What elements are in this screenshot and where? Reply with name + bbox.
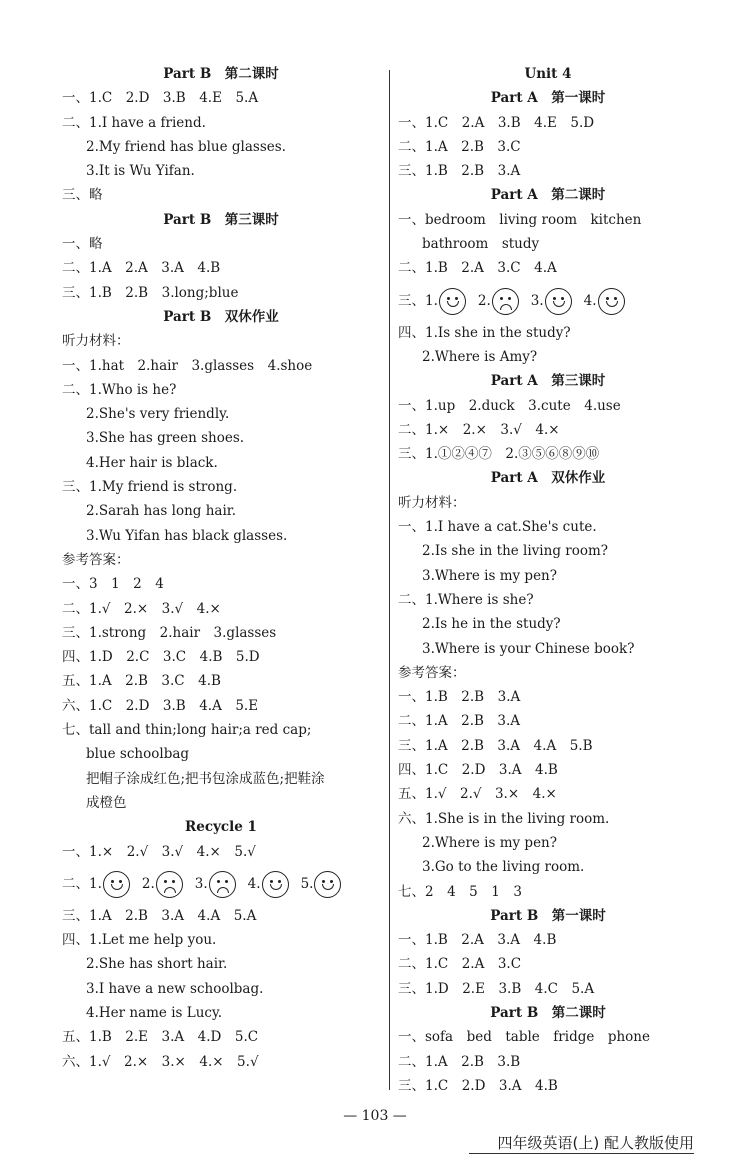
answer-line: 4.Her name is Lucy.: [86, 1004, 223, 1021]
answer-line: 2.Is he in the study?: [422, 616, 561, 633]
answer-line: 2.She's very friendly.: [86, 406, 230, 423]
answer-line: 五、1.B 2.E 3.A 4.D 5.C: [62, 1029, 259, 1046]
sad-face-icon: [156, 871, 183, 898]
answer-line: 2.Sarah has long hair.: [86, 503, 237, 520]
section-heading: Recycle 1: [185, 819, 257, 836]
answer-line: 三、1.strong 2.hair 3.glasses: [62, 624, 277, 641]
face-answer-line: [62, 864, 380, 904]
answer-line: 三、1.A 2.B 3.A 4.A 5.B: [398, 737, 593, 754]
face-number: 2.: [477, 292, 491, 309]
answer-line: 二、1.I have a friend.: [62, 114, 206, 131]
answer-line: 成橙色: [86, 794, 127, 811]
answer-column-left: [62, 62, 380, 1074]
answer-line: 二、1.A 2.B 3.A: [398, 713, 521, 730]
question-label: 三、: [398, 292, 425, 309]
footer-rule: [469, 1153, 694, 1154]
answer-line: 一、1.hat 2.hair 3.glasses 4.shoe: [62, 357, 313, 374]
answer-line: 一、1.× 2.√ 3.√ 4.× 5.√: [62, 843, 256, 860]
answer-line: 二、1.A 2.B 3.C: [398, 138, 521, 155]
answer-line: 听力材料：: [398, 494, 466, 511]
answer-line: 六、1.She is in the living room.: [398, 810, 610, 827]
section-heading: Part B 双休作业: [163, 308, 279, 325]
page-number: — 103 —: [343, 1108, 407, 1124]
face-number: 4.: [247, 875, 261, 892]
answer-line: 3.Where is your Chinese book?: [422, 640, 635, 657]
section-heading: Part B 第一课时: [490, 907, 606, 924]
answer-line: 2.She has short hair.: [86, 956, 228, 973]
answer-line: 一、1.B 2.A 3.A 4.B: [398, 932, 557, 949]
answer-line: 二、1.× 2.× 3.√ 4.×: [398, 421, 560, 438]
smiley-face-icon: [314, 871, 341, 898]
answer-line: 听力材料：: [62, 333, 130, 350]
face-answer-line: [398, 281, 698, 321]
answer-line: 二、1.√ 2.× 3.√ 4.×: [62, 600, 221, 617]
face-number: 1.: [425, 292, 438, 309]
answer-line: 一、1.I have a cat.She's cute.: [398, 519, 597, 536]
answer-line: 四、1.D 2.C 3.C 4.B 5.D: [62, 649, 260, 666]
answer-line: 参考答案：: [62, 551, 130, 568]
section-heading: Part A 第一课时: [490, 90, 606, 107]
answer-line: 一、1.up 2.duck 3.cute 4.use: [398, 397, 621, 414]
book-title: 四年级英语(上) 配人教版使用: [497, 1134, 694, 1152]
section-heading: Unit 4: [524, 66, 572, 82]
section-heading: Part A 第二课时: [490, 187, 606, 204]
answer-line: 一、1.C 2.A 3.B 4.E 5.D: [398, 114, 595, 131]
answer-line: 四、1.Let me help you.: [62, 932, 217, 949]
face-number: 3.: [194, 875, 208, 892]
sad-face-icon: [209, 871, 236, 898]
face-number: 2.: [141, 875, 155, 892]
answer-line: 四、1.C 2.D 3.A 4.B: [398, 762, 558, 779]
answer-line: 3.Wu Yifan has black glasses.: [86, 527, 288, 544]
answer-line: 一、3 1 2 4: [62, 576, 164, 593]
answer-line: 三、1.B 2.B 3.long;blue: [62, 284, 239, 301]
answer-line: 二、1.C 2.A 3.C: [398, 956, 522, 973]
face-number: 5.: [300, 875, 314, 892]
answer-line: 七、tall and thin;long hair;a red cap;: [62, 722, 312, 739]
smiley-face-icon: [545, 288, 572, 315]
answer-line: 把帽子涂成红色;把书包涂成蓝色;把鞋涂: [86, 770, 325, 787]
answer-line: 3.I have a new schoolbag.: [86, 980, 264, 997]
answer-line: 二、1.Who is he?: [62, 381, 177, 398]
answer-line: 三、1.A 2.B 3.A 4.A 5.A: [62, 907, 257, 924]
answer-line: 五、1.√ 2.√ 3.× 4.×: [398, 786, 557, 803]
answer-line: 一、bedroom living room kitchen: [398, 211, 642, 228]
section-heading: Part B 第三课时: [163, 211, 279, 228]
answer-line: 3.It is Wu Yifan.: [86, 163, 195, 180]
answer-line: 2.Where is my pen?: [422, 834, 557, 851]
smiley-face-icon: [439, 288, 466, 315]
answer-line: 2.Is she in the living room?: [422, 543, 608, 560]
answer-line: 三、略: [62, 187, 103, 204]
section-heading: Part B 第二课时: [490, 1004, 606, 1021]
answer-line: blue schoolbag: [86, 746, 190, 763]
answer-line: 一、1.C 2.D 3.B 4.E 5.A: [62, 90, 259, 107]
answer-column-right: [398, 62, 698, 1098]
sad-face-icon: [492, 288, 519, 315]
answer-line: 3.Where is my pen?: [422, 567, 557, 584]
section-heading: Part B 第二课时: [163, 66, 279, 82]
smiley-face-icon: [598, 288, 625, 315]
answer-line: 2.Where is Amy?: [422, 348, 538, 365]
answer-line: 六、1.√ 2.× 3.× 4.× 5.√: [62, 1053, 259, 1070]
answer-line: 四、1.Is she in the study?: [398, 324, 571, 341]
face-number: 3.: [530, 292, 544, 309]
answer-line: 三、1.C 2.D 3.A 4.B: [398, 1077, 558, 1094]
answer-line: 三、1.D 2.E 3.B 4.C 5.A: [398, 980, 595, 997]
answer-line: 六、1.C 2.D 3.B 4.A 5.E: [62, 697, 259, 714]
answer-line: 五、1.A 2.B 3.C 4.B: [62, 673, 221, 690]
smiley-face-icon: [103, 871, 130, 898]
answer-line: 一、sofa bed table fridge phone: [398, 1029, 650, 1046]
answer-line: 三、1.①②④⑦ 2.③⑤⑥⑧⑨⑩: [398, 446, 600, 463]
column-divider: [389, 70, 390, 1090]
answer-line: 2.My friend has blue glasses.: [86, 138, 286, 155]
answer-line: 二、1.A 2.B 3.B: [398, 1053, 521, 1070]
face-number: 4.: [583, 292, 597, 309]
answer-line: 三、1.B 2.B 3.A: [398, 163, 521, 180]
answer-line: 二、1.Where is she?: [398, 591, 534, 608]
question-label: 二、: [62, 875, 89, 892]
answer-line: 一、略: [62, 236, 103, 253]
answer-line: 七、2 4 5 1 3: [398, 883, 522, 900]
smiley-face-icon: [262, 871, 289, 898]
answer-line: 3.Go to the living room.: [422, 859, 585, 876]
face-number: 1.: [89, 875, 102, 892]
answer-line: 一、1.B 2.B 3.A: [398, 689, 521, 706]
answer-line: 二、1.A 2.A 3.A 4.B: [62, 260, 221, 277]
answer-line: 4.Her hair is black.: [86, 454, 218, 471]
section-heading: Part A 第三课时: [490, 373, 606, 390]
answer-line: 二、1.B 2.A 3.C 4.A: [398, 260, 557, 277]
answer-line: bathroom study: [422, 236, 540, 253]
section-heading: Part A 双休作业: [490, 470, 606, 487]
answer-line: 3.She has green shoes.: [86, 430, 245, 447]
answer-line: 参考答案：: [398, 664, 466, 681]
answer-line: 三、1.My friend is strong.: [62, 479, 238, 496]
